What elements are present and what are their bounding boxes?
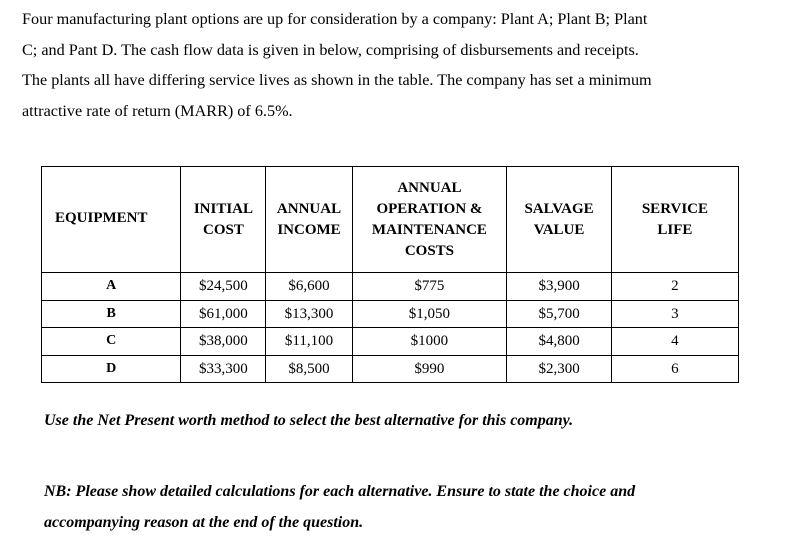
table-row xyxy=(42,273,739,301)
cell-salvage: $4,800 xyxy=(507,328,612,356)
nb-note xyxy=(44,476,744,538)
nb-line: accompanying reason at the end of the question. xyxy=(44,514,364,531)
cell-om-costs: $990 xyxy=(352,355,507,383)
cell-annual-income: $8,500 xyxy=(266,355,352,383)
table-row xyxy=(42,328,739,356)
instruction-text: Use the Net Present worth method to select the best alternative for this company. xyxy=(44,412,574,429)
table-row xyxy=(42,355,739,383)
cell-salvage: $3,900 xyxy=(507,273,612,301)
header-equipment: EQUIPMENT xyxy=(42,167,181,273)
cell-annual-income: $13,300 xyxy=(266,300,352,328)
intro-line: C; and Pant D. The cash flow data is given in below, comprising of disbursements and receipts. xyxy=(22,40,639,59)
cell-initial-cost: $24,500 xyxy=(181,273,266,301)
cell-equipment: A xyxy=(42,273,181,301)
header-annual-income: ANNUAL INCOME xyxy=(266,167,352,273)
cell-salvage: $2,300 xyxy=(507,355,612,383)
cell-life: 6 xyxy=(611,355,738,383)
cell-life: 3 xyxy=(611,300,738,328)
intro-line: attractive rate of return (MARR) of 6.5%. xyxy=(22,101,293,120)
cell-equipment: C xyxy=(42,328,181,356)
intro-line: The plants all have differing service lives as shown in the table. The company has set a minimum xyxy=(22,71,652,89)
cell-om-costs: $1,050 xyxy=(352,300,507,328)
cell-equipment: D xyxy=(42,355,181,383)
intro-line: Four manufacturing plant options are up for consideration by a company: Plant A; Plant B; Plant xyxy=(22,10,648,28)
cash-flow-table xyxy=(41,166,739,383)
nb-line: NB: Please show detailed calculations for each alternative. Ensure to state the choice and xyxy=(44,483,636,500)
cell-life: 4 xyxy=(611,328,738,356)
cell-initial-cost: $33,300 xyxy=(181,355,266,383)
header-service-life: SERVICE LIFE xyxy=(611,167,738,273)
cell-om-costs: $1000 xyxy=(352,328,507,356)
cell-equipment: B xyxy=(42,300,181,328)
cell-annual-income: $11,100 xyxy=(266,328,352,356)
table-header-row xyxy=(42,167,739,273)
cell-om-costs: $775 xyxy=(352,273,507,301)
cell-initial-cost: $38,000 xyxy=(181,328,266,356)
cell-salvage: $5,700 xyxy=(507,300,612,328)
header-om-costs: ANNUAL OPERATION & MAINTENANCE COSTS xyxy=(352,167,507,273)
cell-life: 2 xyxy=(611,273,738,301)
table-row xyxy=(42,300,739,328)
cell-initial-cost: $61,000 xyxy=(181,300,266,328)
problem-statement xyxy=(22,4,792,126)
header-salvage-value: SALVAGE VALUE xyxy=(507,167,612,273)
cell-annual-income: $6,600 xyxy=(266,273,352,301)
header-initial-cost: INITIAL COST xyxy=(181,167,266,273)
